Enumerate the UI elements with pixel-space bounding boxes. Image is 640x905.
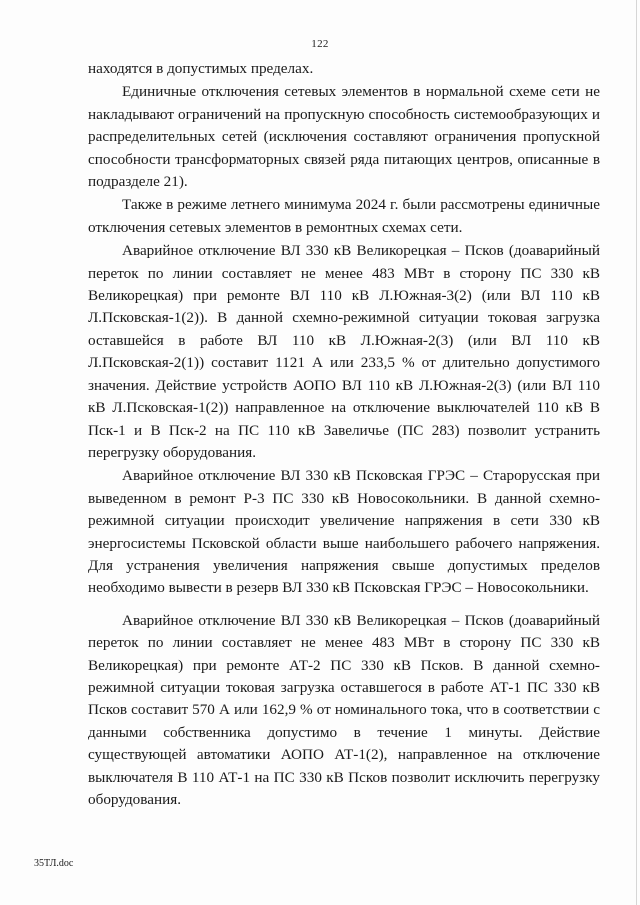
paragraph-continuation: находятся в допустимых пределах. [88, 60, 314, 77]
paragraph-summer-minimum: Также в режиме летнего минимума 2024 г. были рассмотрены единичные отключения сетевых элементов в ремонтных схемах сети. [88, 196, 600, 236]
page-number: 122 [311, 38, 329, 50]
paragraph-velikoretskaya-pskov-1: Аварийное отключение ВЛ 330 кВ Великорецкая – Псков (доаварийный переток по линии составляет не менее 483 МВт в сторону ПС 330 кВ Великорецкая) при ремонте ВЛ 110 кВ Л.Южная-3(2) (или ВЛ 110 кВ Л.Псковская-1(2)). В данной схемно-режимной ситуации токовая загрузка оставшейся в работе ВЛ 110 кВ Л.Южная-2(3) (или ВЛ 110 кВ Л.Псковская-2(1)) составит 1121 А или 233,5 % от длительно допустимого значения. Действие устройств АОПО ВЛ 110 кВ Л.Южная-2(3) (или ВЛ 110 кВ Л.Псковская-1(2)) направленное на отключение выключателей 110 кВ В Пск-1 и В Пск-2 на ПС 110 кВ Завеличье (ПС 283) позволит устранить перегрузку оборудования. [88, 242, 600, 461]
paragraph-velikoretskaya-pskov-2: Аварийное отключение ВЛ 330 кВ Великорецкая – Псков (доаварийный переток по линии составляет не менее 483 МВт в сторону ПС 330 кВ Великорецкая) при ремонте АТ-2 ПС 330 кВ Псков. В данной схемно-режимной ситуации токовая загрузка оставшегося в работе АТ-1 ПС 330 кВ Псков составит 570 А или 162,9 % от номинального тока, что в соответствии с данными собственника допустимо в течение 1 минуты. Действие существующей автоматики АОПО АТ-1(2), направленное на отключение выключателя В 110 АТ-1 на ПС 330 кВ Псков позволит исключить перегрузку оборудования. [88, 611, 600, 808]
paragraph-single-outages: Единичные отключения сетевых элементов в нормальной схеме сети не накладывают ограничений на пропускную способность системообразующих и распределительных сетей (исключения составляют ограничения пропускной способности трансформаторных связей ряда питающих центров, описанные в подразделе 21). [88, 83, 600, 191]
footer-filename: 35ТЛ.doc [34, 858, 74, 869]
document-body [88, 58, 600, 811]
paragraph-pskovskaya-gres: Аварийное отключение ВЛ 330 кВ Псковская ГРЭС – Старорусская при выведенном в ремонт Р-3 ПС 330 кВ Новосокольники. В данной схемно-режимной ситуации происходит увеличение напряжения в сети 330 кВ энергосистемы Псковской области выше наибольшего рабочего напряжения. Для устранения увеличения напряжения свыше допустимых пределов необходимо вывести в резерв ВЛ 330 кВ Псковская ГРЭС – Новосокольники. [88, 467, 600, 597]
page-edge-line [636, 0, 637, 905]
